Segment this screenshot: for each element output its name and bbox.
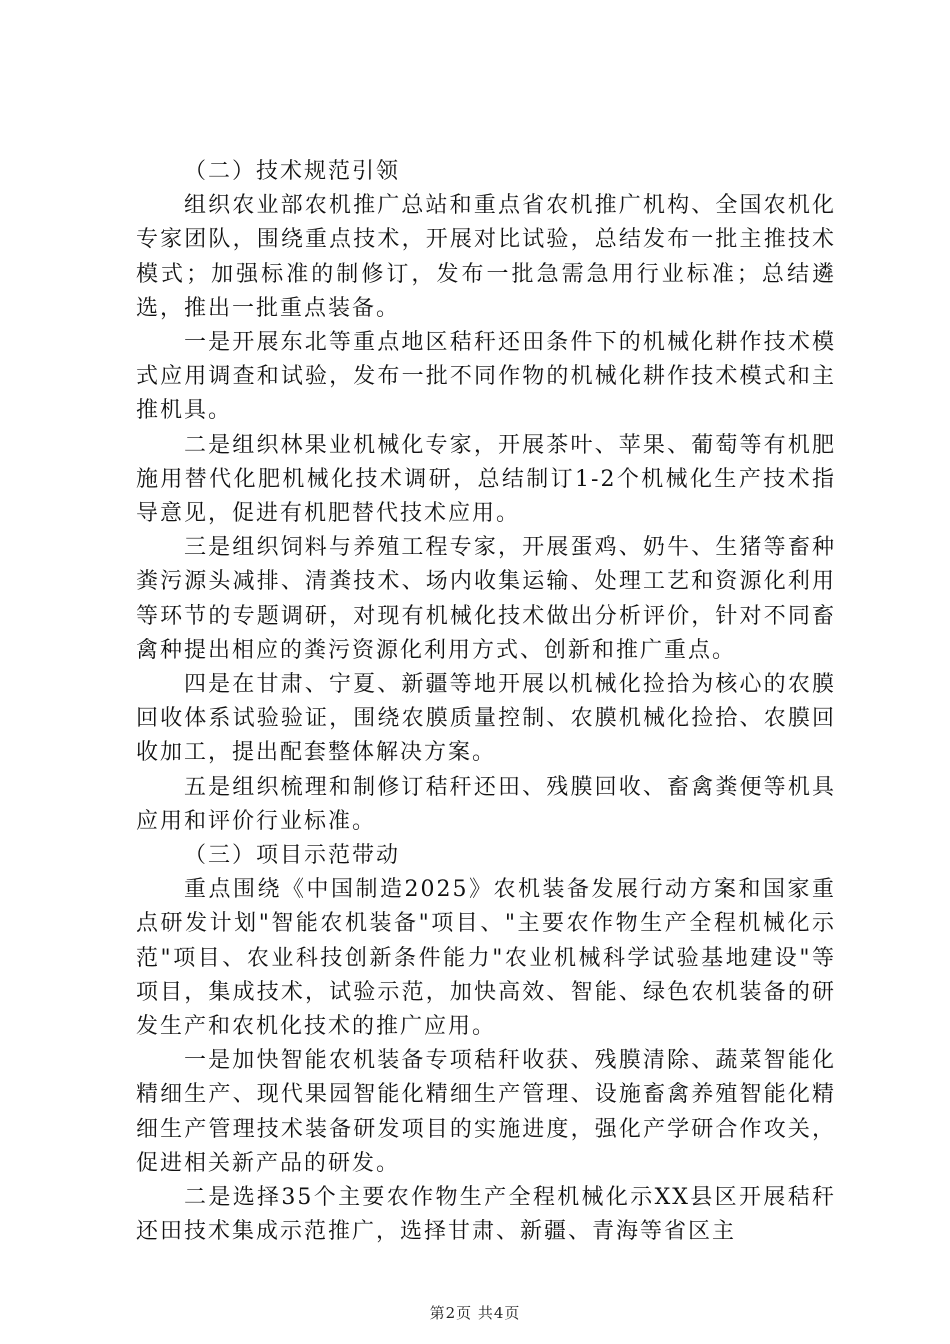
paragraph: 五是组织梳理和制修订秸秆还田、残膜回收、畜禽粪便等机具应用和评价行业标准。 xyxy=(136,774,836,834)
paragraph: 二是选择35个主要农作物生产全程机械化示XX县区开展秸秆还田技术集成示范推广，选择甘肃、新疆、青海等省区主 xyxy=(136,1185,836,1245)
paragraph: 三是组织饲料与养殖工程专家，开展蛋鸡、奶牛、生猪等畜种粪污源头减排、清粪技术、场内收集运输、处理工艺和资源化利用等环节的专题调研，对现有机械化技术做出分析评价，针对不同畜禽种提出相应的粪污资源化利用方式、创新和推广重点。 xyxy=(136,535,836,663)
page-footer: 第2页 共4页 xyxy=(429,1304,521,1322)
section-heading-technical-standards: （二）技术规范引领 xyxy=(184,159,401,184)
paragraph: 四是在甘肃、宁夏、新疆等地开展以机械化捡拾为核心的农膜回收体系试验验证，围绕农膜质量控制、农膜机械化捡拾、农膜回收加工，提出配套整体解决方案。 xyxy=(136,672,836,766)
section-heading-project-demonstration: （三）项目示范带动 xyxy=(184,843,401,869)
paragraph: 二是组织林果业机械化专家，开展茶叶、苹果、葡萄等有机肥施用替代化肥机械化技术调研，总结制订1-2个机械化生产技术指导意见，促进有机肥替代技术应用。 xyxy=(136,432,836,527)
paragraph: 一是加快智能农机装备专项秸秆收获、残膜清除、蔬菜智能化精细生产、现代果园智能化精细生产管理、设施畜禽养殖智能化精细生产管理技术装备研发项目的实施进度，强化产学研合作攻关，促进相关新产品的研发。 xyxy=(136,1048,836,1176)
paragraph: 组织农业部农机推广总站和重点省农机推广机构、全国农机化专家团队，围绕重点技术，开展对比试验，总结发布一批主推技术模式；加强标准的制修订，发布一批急需急用行业标准；总结遴选，推出一批重点装备。 xyxy=(136,193,836,321)
paragraph: 一是开展东北等重点地区秸秆还田条件下的机械化耕作技术模式应用调查和试验，发布一批不同作物的机械化耕作技术模式和主推机具。 xyxy=(136,330,836,424)
paragraph: 重点围绕《中国制造2025》农机装备发展行动方案和国家重点研发计划"智能农机装备"项目、"主要农作物生产全程机械化示范"项目、农业科技创新条件能力"农业机械科学试验基地建设"等项目，集成技术，试验示范，加快高效、智能、绿色农机装备的研发生产和农机化技术的推广应用。 xyxy=(136,877,836,1040)
document-body xyxy=(136,155,836,1250)
